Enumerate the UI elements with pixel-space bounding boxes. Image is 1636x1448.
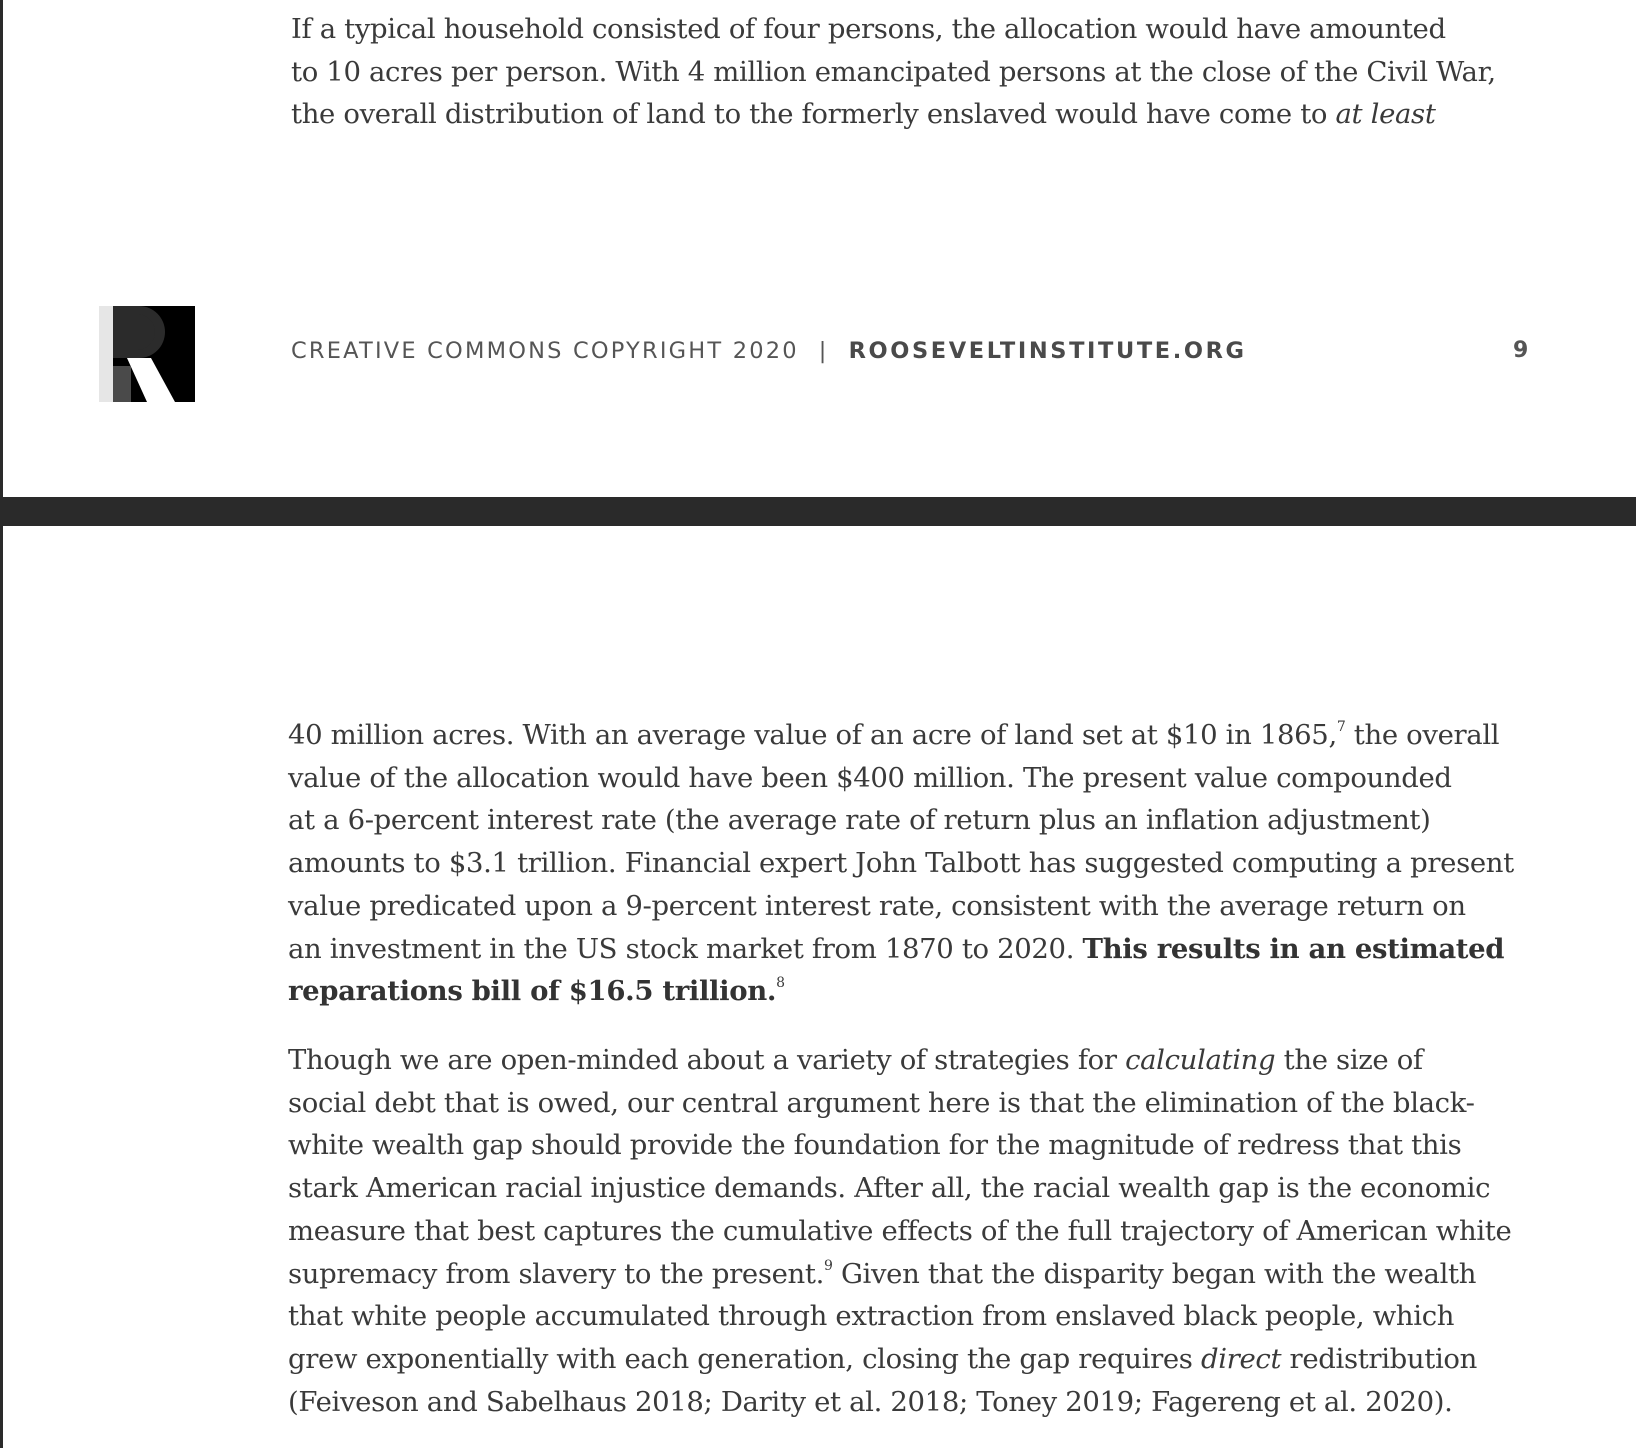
text-line bbox=[288, 714, 1500, 757]
text-segment: the size of bbox=[1275, 1044, 1423, 1076]
text-segment: Given that the disparity began with the wealth bbox=[832, 1257, 1477, 1290]
italic-text: direct bbox=[1200, 1342, 1282, 1375]
text-line: at a 6-percent interest rate (the average rate of return plus an inflation adjustment) bbox=[288, 804, 1431, 837]
footer-text bbox=[291, 338, 1247, 364]
text-line: to 10 acres per person. With 4 million emancipated persons at the close of the Civil War, bbox=[291, 55, 1496, 88]
page-number: 9 bbox=[1513, 338, 1529, 363]
text-segment: grew exponentially with each generation, closing the gap requires bbox=[288, 1342, 1201, 1375]
text-line bbox=[288, 1039, 1448, 1082]
text-line: that white people accumulated through extraction from enslaved black people, which bbox=[288, 1300, 1455, 1333]
text-line: amounts to $3.1 trillion. Financial expert John Talbott has suggested computing a present bbox=[288, 847, 1514, 880]
page-top bbox=[3, 0, 1636, 497]
text-segment: redistribution bbox=[1281, 1342, 1477, 1375]
text-segment: 40 million acres. With an average value of an acre of land set at $10 in 1865, bbox=[288, 719, 1337, 751]
roosevelt-institute-r-logo-icon bbox=[99, 306, 195, 402]
bold-text: reparations bill of $16.5 trillion. bbox=[288, 975, 777, 1008]
text-line bbox=[288, 928, 1505, 971]
text-segment: an investment in the US stock market from 1870 to 2020. bbox=[288, 932, 1083, 965]
bold-text: This results in an estimated bbox=[1082, 932, 1505, 965]
text-line: white wealth gap should provide the foundation for the magnitude of redress that this bbox=[288, 1129, 1462, 1162]
text-line: stark American racial injustice demands. After all, the racial wealth gap is the economic bbox=[288, 1172, 1491, 1205]
copyright-text: CREATIVE COMMONS COPYRIGHT 2020 bbox=[291, 338, 799, 364]
footnote-9-ref[interactable]: 9 bbox=[823, 1257, 833, 1274]
italic-text: calculating bbox=[1125, 1044, 1276, 1076]
text-line: value of the allocation would have been $400 million. The present value compounded bbox=[288, 761, 1452, 794]
text-line bbox=[288, 1253, 1477, 1296]
text-line: social debt that is owed, our central argument here is that the elimination of the black- bbox=[288, 1086, 1475, 1119]
page-footer bbox=[3, 0, 1636, 497]
footnote-7-ref[interactable]: 7 bbox=[1336, 719, 1346, 735]
text-line: (Feiveson and Sabelhaus 2018; Darity et al. 2018; Toney 2019; Fagereng et al. 2020). bbox=[288, 1385, 1453, 1418]
site-link[interactable]: ROOSEVELTINSTITUTE.ORG bbox=[848, 338, 1247, 364]
italic-text: at least bbox=[1335, 98, 1436, 131]
text-segment: the overall bbox=[1345, 719, 1500, 751]
text-line: value predicated upon a 9-percent interest rate, consistent with the average return on bbox=[288, 889, 1466, 922]
text-line bbox=[288, 970, 1448, 1013]
text-line bbox=[288, 1338, 1477, 1381]
footnote-8-ref[interactable]: 8 bbox=[776, 975, 785, 992]
paragraph-1 bbox=[288, 714, 1514, 1013]
text-line: If a typical household consisted of four persons, the allocation would have amounted bbox=[291, 13, 1446, 45]
footer-separator: | bbox=[818, 338, 829, 364]
paragraph-2 bbox=[288, 1039, 1512, 1423]
text-segment: Though we are open-minded about a variety of strategies for bbox=[288, 1044, 1126, 1076]
text-segment: supremacy from slavery to the present. bbox=[288, 1257, 824, 1290]
text-segment: the overall distribution of land to the formerly enslaved would have come to bbox=[291, 98, 1336, 131]
text-line: measure that best captures the cumulative effects of the full trajectory of American white bbox=[288, 1214, 1512, 1247]
